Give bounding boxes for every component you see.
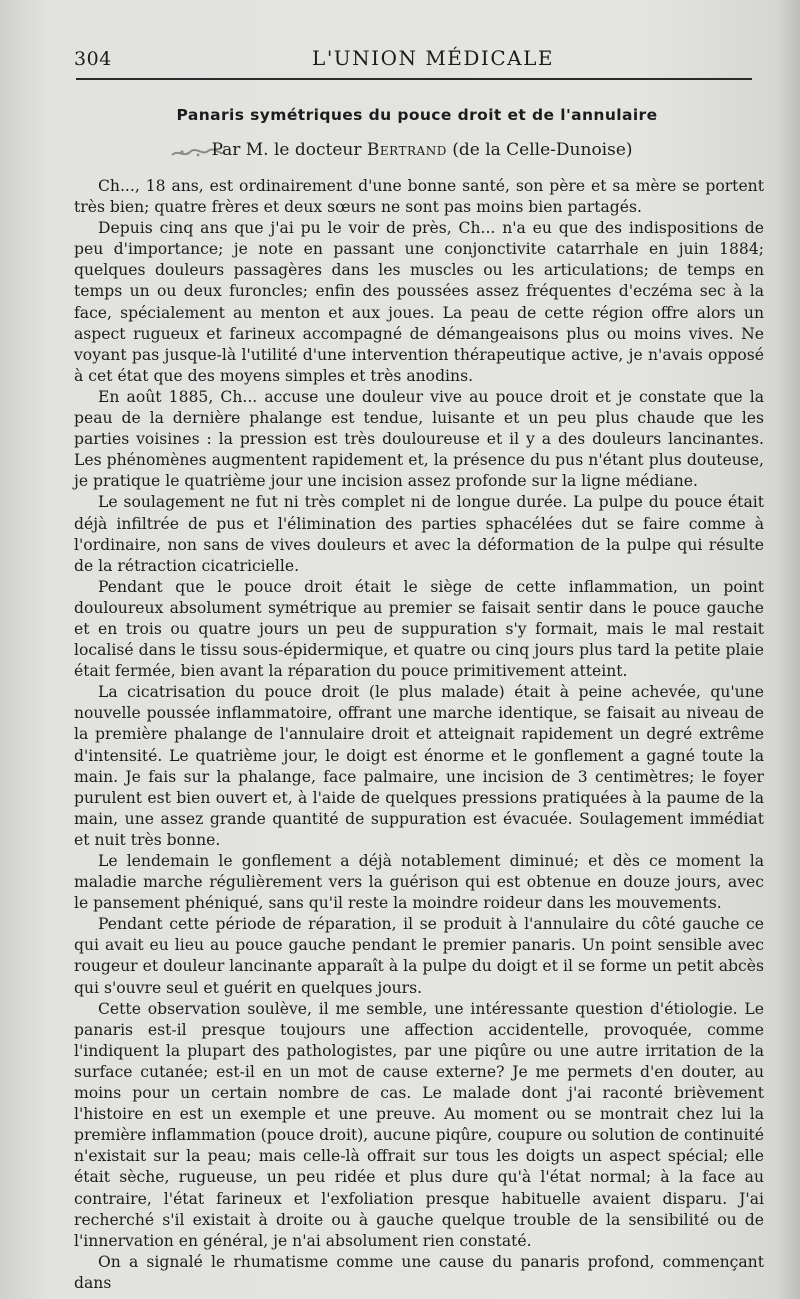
header-rule: [76, 78, 752, 80]
page-number: 304: [74, 48, 112, 70]
byline-prefix: Par M. le docteur: [211, 140, 362, 160]
paragraph: La cicatrisation du pouce droit (le plus malade) était à peine achevée, qu'une nouvelle poussée inflammatoire, offrant une marche identique, se faisait au niveau de la première phalange de l'annulaire droit et atteignait rapidement un degré extrême d'intensité. Le quatrième jour, le doigt est énorme et le gonflement a gagné toute la main. Je fais sur la phalange, face palmaire, une incision de 3 centimètres; le foyer purulent est bien ouvert et, à l'aide de quelques pressions pratiquées à la paume de la main, une assez grande quantité de suppuration est évacuée. Soulagement immédiat et nuit très bonne.: [74, 683, 764, 849]
article-byline: [74, 140, 760, 160]
paragraph: En août 1885, Ch... accuse une douleur vive au pouce droit et je constate que la peau de la dernière phalange est tendue, luisante et un peu plus chaude que les parties voisines : la pression est très douloureuse et il y a des douleurs lancinantes. Les phénomènes augmentent rapidement et, la présence du pus n'étant plus douteuse, je pratique le quatrième jour une incision assez profonde sur la ligne médiane.: [74, 387, 764, 491]
article-title: Panaris symétriques du pouce droit et de l'annulaire: [176, 106, 658, 124]
paragraph: Le soulagement ne fut ni très complet ni de longue durée. La pulpe du pouce était déjà infiltrée de pus et l'élimination des parties sphacélées dut se faire comme à l'ordinaire, non sans de vives douleurs et avec la déformation de la pulpe qui résulte de la rétraction cicatricielle.: [74, 493, 764, 575]
byline-affiliation: (de la Celle-Dunoise): [452, 140, 633, 160]
paragraph: Depuis cinq ans que j'ai pu le voir de près, Ch... n'a eu que des indispositions de peu d'importance; je note en passant une conjonctivite catarrhale en juin 1884; quelques douleurs passagères dans les muscles ou les articulations; de temps en temps un ou deux furoncles; enfin des poussées assez fréquentes d'eczéma sec à la face, spécialement au menton et aux joues. La peau de cette région offre alors un aspect rugueux et farineux accompagné de démangeaisons plus ou moins vives. Ne voyant pas jusque-là l'utilité d'une intervention thérapeutique active, je n'avais opposé à cet état que des moyens simples et très anodins.: [74, 219, 764, 385]
running-title: L'UNION MÉDICALE: [312, 46, 554, 70]
paragraph: On a signalé le rhumatisme comme une cause du panaris profond, commençant dans: [74, 1252, 764, 1292]
paragraph: Cette observation soulève, il me semble, une intéressante question d'étiologie. Le panaris est-il presque toujours une affection accidentelle, provoquée, comme l'indiquent la plupart des pathologistes, par une piqûre ou une autre irritation de la surface cutanée; est-il en un mot de cause externe? Je me permets d'en douter, au moins pour un certain nombre de cas. Le malade dont j'ai raconté brièvement l'histoire en est un exemple et une preuve. Au moment ou se montrait chez lui la première inflammation (pouce droit), aucune piqûre, coupure ou solution de continuité n'existait sur la peau; mais celle-là offrait sur tous les doigts un aspect spécial; elle était sèche, rugueuse, un peu ridée et plus dure qu'à l'état normal; à la face au contraire, l'état farineux et l'exfoliation presque habituelle avaient disparu. J'ai recherché s'il existait à droite ou à gauche quelque trouble de la sensibilité ou de l'innervation en général, je n'ai absolument rien constaté.: [74, 999, 764, 1250]
paragraph: Le lendemain le gonflement a déjà notablement diminué; et dès ce moment la maladie marche régulièrement vers la guérison qui est obtenue en douze jours, avec le pansement phéniqué, sans qu'il reste la moindre roideur dans les mouvements.: [74, 852, 764, 913]
article-body: [74, 176, 764, 1294]
paragraph: Ch..., 18 ans, est ordinairement d'une bonne santé, son père et sa mère se portent très bien; quatre frères et deux sœurs ne sont pas moins bien partagés.: [74, 177, 764, 217]
byline-author: Bertrand: [366, 140, 447, 160]
page-header: [74, 44, 752, 78]
paragraph: Pendant que le pouce droit était le siège de cette inflammation, un point douloureux absolument symétrique au premier se faisait sentir dans le pouce gauche et en trois ou quatre jours un peu de suppuration s'y formait, mais le mal restait localisé dans le tissu sous-épidermique, et quatre ou cinq jours plus tard la petite plaie était fermée, bien avant la réparation du pouce primitivement atteint.: [74, 577, 764, 681]
paragraph: Pendant cette période de réparation, il se produit à l'annulaire du côté gauche ce qui avait eu lieu au pouce gauche pendant le premier panaris. Un point sensible avec rougeur et douleur lancinante apparaît à la pulpe du doigt et il se forme un petit abcès qui s'ouvre seul et guérit en quelques jours.: [74, 915, 764, 997]
